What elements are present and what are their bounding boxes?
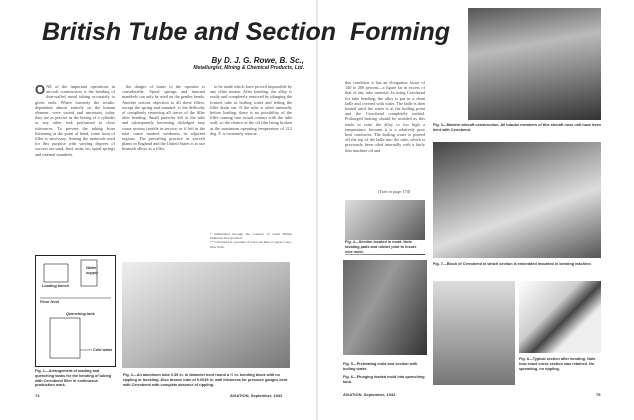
article-title-continued: Forming (350, 18, 450, 46)
label-loading-bench: Loading bench (42, 284, 69, 288)
figure-3-photo (468, 8, 601, 120)
figure-8-caption: Fig. 8—Typical section after bending. Note how exact cross section was retained. No spreading, no rippling. (519, 357, 596, 371)
column-text: to be made which have proved impossible by any other means. After bending, the alloy is easily and completely removed by plunging the formed tube in boiling water and letting the filler drain out. If the tube is oiled internally before loading, there is no possibility of the filler coming into actual contact with the tube wall, so the chance of the oil film being broken at the maximum operating temperature of 212 deg. F. is extremely remote. (210, 84, 292, 136)
figure-4-caption: Fig. 4—Section located in mold. Note locating pads and rubber joint to insure nice mold. (345, 240, 425, 254)
body-column-3 (210, 84, 292, 229)
body-column-2 (122, 84, 205, 252)
figure-5-caption: Fig. 5—Preheating mold and section with boiling water. (343, 362, 418, 371)
column-text: this condition it has an elongation factor of 140 to 200 percent—a figure far in excess of that of any tube material. In using Cerrobend for tube bending, the alloy is put in a clean ladle and covered with water. The ladle is then heated until the water is at the boiling point and the Cerrobend completely melted. Prolonged heating should be avoided as this tends to raise the alloy to too high a temperature, because it is a relatively poor heat conductor. The boiling water is poured off the top of the ladle into the tube, which is previously been oiled internally with a fairly thin machine oil and (345, 80, 425, 153)
footnote: ** Cerrobend is a product of Cerro de Pasco Copper Corp., New York. (210, 240, 292, 249)
page-gutter (316, 0, 318, 420)
figure-2-caption: Fig. 2—An aluminum tube 0.35 in. in diameter bent round a ½ in. bending block with no rippling or buckling. Also bronze tube of 0.0035 in. wall thickness for pressure gauges bent with Cerrobend with complete absence of rippling. (123, 373, 288, 387)
article-title: British Tube and Section (42, 18, 337, 46)
figure-6-caption: Fig. 6—Plunging loaded mold into quenching tank. (343, 375, 425, 384)
label-cold-water: Cold water (93, 348, 113, 352)
footnotes (210, 232, 292, 249)
figure-5-photo (343, 260, 427, 355)
column-text: the danger of burns to the operator is considerable. Spiral springs and internal mandrels can only be used on the gentler bends. Another serious objection to all these fillers, except the spring and mandrel, is the difficulty of completely removing all traces of the filler after bending. Small particles left in the tube and subsequently becoming dislodged may cause serious trouble in service, or if left in the tube cause marked weakness in adjacent regions. The prevailing practice in aircraft plants in England and the United States is to use bismuth alloys as a filler. (122, 84, 205, 152)
figure-6-photo (433, 281, 515, 385)
page-number-left: 74 (35, 393, 40, 398)
body-column-4 (345, 80, 425, 188)
drop-cap: O (35, 84, 46, 97)
figure-7-photo (433, 142, 601, 258)
footer-magazine-right: AVIATION, September, 1942 (343, 392, 396, 397)
continued-note: (Turn to page 174) (378, 189, 411, 194)
figure-1-diagram (35, 255, 116, 367)
label-water-supply: Water supply (86, 266, 99, 275)
author: By D. J. G. Rowe, B. Sc., (211, 56, 304, 65)
figure-2-photo (122, 262, 290, 368)
body-column-1 (35, 84, 115, 252)
figure-3-caption: Fig. 3—Modern aircraft construction. All tubular members of this aircraft nose unit have been bent with Cerrobend. (433, 123, 602, 132)
figure-8-photo (519, 281, 601, 353)
label-floor-level: Floor level (40, 300, 59, 304)
page-number-right: 75 (596, 392, 601, 397)
column-text: NE of the important operations in aircraft construction is the bending of thin-walled metal tubing accurately to given radii. Where formerly the results, dependent almost entirely on the human element, were varied and uncertain, today they are as precise as the boring of a cylinder or any other task performed to close tolerances. To prevent the tubing from flattening at the point of bend, some form of filler is necessary. Among the materials used for this purpose with varying degrees of success are sand, lead, resin, tar, spiral springs and internal mandrels. (35, 84, 115, 157)
footnote: * Distributed through the courtesy of Great Britain Industries Incorporated. (210, 232, 292, 241)
figure-1-caption: Fig. 1—Arrangement of loading and quenching tanks for the bending of tubing with Cerrobend filler in continuous production work. (35, 369, 112, 388)
figure-7-caption: Fig. 7—Block of Cerrobend in which section is embedded mounted in bending machine. (433, 262, 592, 266)
footer-magazine-left: AVIATION, September, 1942 (230, 393, 283, 398)
affiliation: Metallurgist, Mining & Chemical Products, Ltd. (193, 65, 304, 71)
label-quenching-tank: Quenching tank (66, 312, 95, 316)
byline (104, 56, 304, 71)
